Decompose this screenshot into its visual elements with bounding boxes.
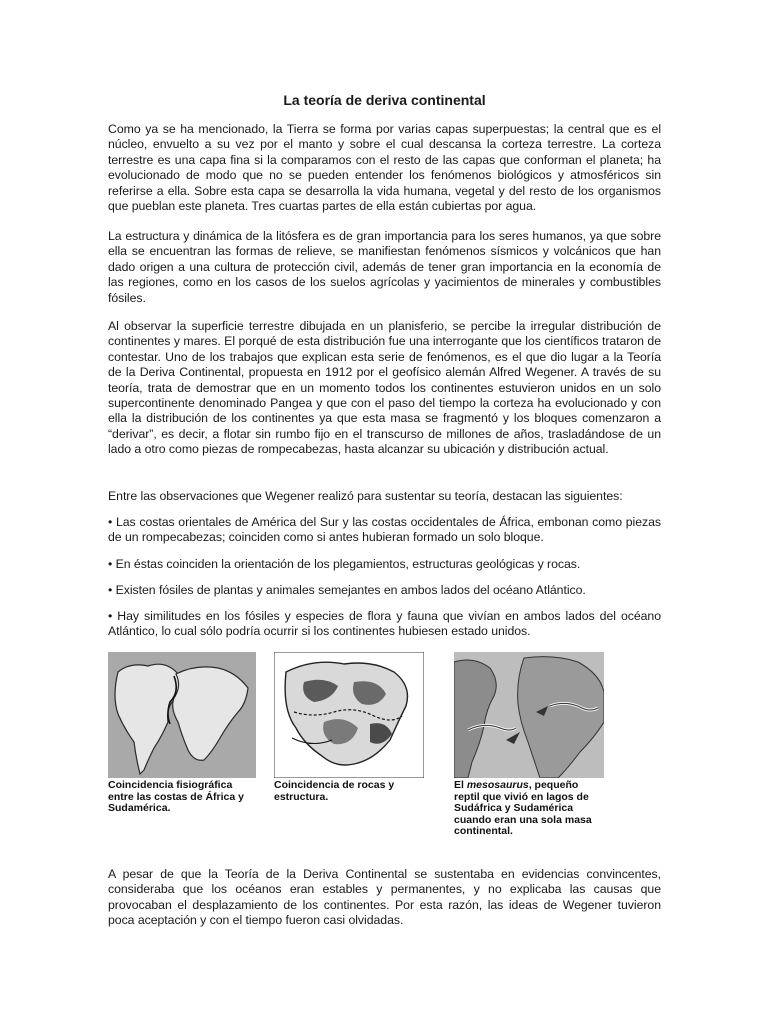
bullet-flora-fauna: • Hay similitudes en los fósiles y especies de flora y fauna que vivían en ambos lados del océano Atlántico, lo cual sólo podría ocurrir si los continentes hubiesen estado unidos. [108, 609, 661, 639]
caption-mesosaurus-species: mesosaurus [466, 779, 529, 791]
document-title: La teoría de deriva continental [283, 92, 486, 108]
paragraph-wegener-theory: Al observar la superficie terrestre dibujada en un planisferio, se percibe la irregular distribución de continentes y mares. El porqué de esta distribución fue una interrogante que los científicos trataron de contestar. Uno de los trabajos que explican esta serie de fenómenos, es el que dio lugar a la Teoría de la Deriva Continental, propuesta en 1912 por el geofísico alemán Alfred Wegener. A través de su teoría, trata de demostrar que en un momento todos los continentes estuvieron unidos en un solo supercontinente denominado Pangea y que con el paso del tiempo la corteza ha evolucionado y con ella la distribución de los continentes ya que esta masa se fragmentó y los bloques comenzaron a “derivar”, es decir, a flotar sin rumbo fijo en el transcurso de millones de años, trasladándose de un lado a otro como piezas de rompecabezas, hasta alcanzar su ubicación y distribución actual. [108, 319, 661, 457]
mesosaurus-map-image [454, 652, 604, 778]
paragraph-observations-intro: Entre las observaciones que Wegener realizó para sustentar su teoría, destacan las siguientes: [108, 489, 623, 503]
figure-rock-structure [274, 652, 424, 778]
paragraph-crust: Como ya se ha mencionado, la Tierra se forma por varias capas superpuestas; la central que es el núcleo, envuelto a su vez por el manto y sobre el cual descansa la corteza terrestre. La corteza terrestre es una capa fina si la comparamos con el resto de las capas que conforman el planeta; ha evolucionado de modo que no se pueden entender los fenómenos biológicos y atmosféricos sin referirse a ella. Sobre esta capa se desarrolla la vida humana, vegetal y del resto de los organismos que pueblan este planeta. Tres cuartas partes de ella están cubiertas por agua. [108, 122, 661, 214]
rock-structure-image [274, 652, 424, 778]
paragraph-conclusion: A pesar de que la Teoría de la Deriva Continental se sustentaba en evidencias convincentes, consideraba que los océanos eran estables y permanentes, y no explicaba las causas que provocaban el desplazamiento de los continentes. Por esta razón, las ideas de Wegener tuvieron poca aceptación y con el tiempo fueron casi olvidadas. [108, 867, 661, 928]
bullet-fossils: • Existen fósiles de plantas y animales semejantes en ambos lados del océano Atlántico. [108, 583, 586, 597]
figures-panel [108, 652, 661, 837]
figure-coastline-fit [108, 652, 256, 778]
bullet-coasts: • Las costas orientales de América del Sur y las costas occidentales de África, embonan como piezas de un rompecabezas; coinciden como si antes hubieran formado un solo bloque. [108, 515, 661, 545]
caption-mesosaurus-post: , pequeño reptil que vivió en lagos de Sudáfrica y Sudamérica cuando eran una sola masa continental. [454, 779, 592, 837]
caption-rock-structure: Coincidencia de rocas y estructura. [274, 779, 395, 803]
figure-mesosaurus [454, 652, 604, 778]
coastline-fit-image [108, 652, 256, 778]
paragraph-lithosphere: La estructura y dinámica de la litósfera es de gran importancia para los seres humanos, ya que sobre ella se encuentran las formas de relieve, se manifiestan fenómenos sísmicos y volcánicos que han dado origen a una cultura de protección civil, además de tener gran importancia en la economía de las regiones, como en los casos de los suelos agrícolas y yacimientos de minerales y combustibles fósiles. [108, 229, 661, 305]
bullet-folds: • En éstas coinciden la orientación de los plegamientos, estructuras geológicas y rocas. [108, 557, 581, 571]
caption-coastline-fit: Coincidencia fisiográfica entre las costas de África y Sudamérica. [108, 779, 244, 814]
caption-mesosaurus [454, 780, 604, 838]
caption-mesosaurus-pre: El [454, 779, 467, 791]
